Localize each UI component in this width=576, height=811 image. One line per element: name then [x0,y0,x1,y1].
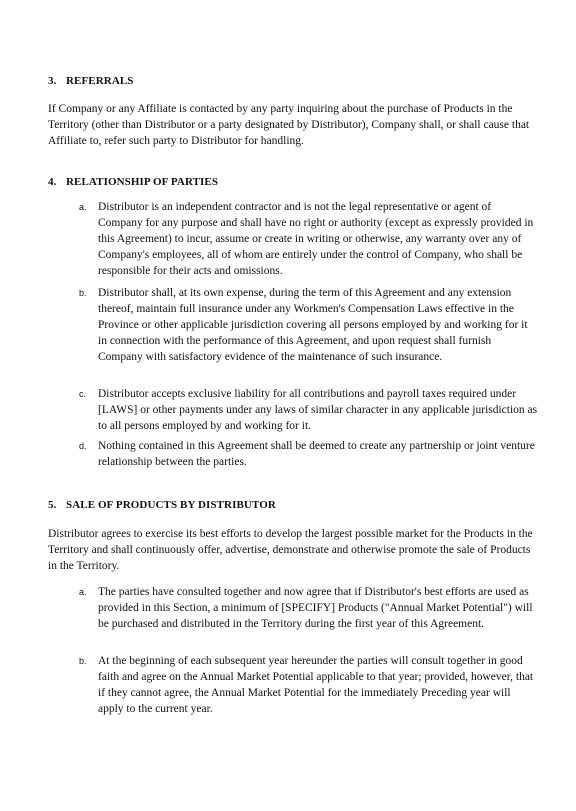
section-title: RELATIONSHIP OF PARTIES [66,176,219,188]
list-item-text: Distributor accepts exclusive liability for all contributions and payroll taxes required under [LAWS] or other payments under any laws of similar character in any applicable jurisdiction as to all persons employed by and working for it. [98,388,538,432]
list-marker: c. [79,389,87,399]
list-item [79,584,538,632]
list-item-text: At the beginning of each subsequent year hereunder the parties will consult together in good faith and agree on the Annual Market Potential applicable to that year; provided, however, that if they cannot agree, the Annual Market Potential for the immediately Preceding year will apply to the current year. [98,655,534,715]
section-5-heading [48,498,534,512]
section-number: 3. [48,75,57,87]
list-item-text: Distributor is an independent contractor and is not the legal representative or agent of Company for any purpose and shall have no right or authority (except as expressly provided in this Agreement) to incur, assume or create in writing or otherwise, any warranty over any of Company's employees, all of whom are entirely under the control of Company, who shall be responsible for their acts and omissions. [98,201,534,277]
list-item [79,386,538,434]
section-title: REFERRALS [66,75,134,87]
section-number: 5. [48,499,57,511]
list-item [79,285,538,365]
section-3-body: If Company or any Affiliate is contacted by any party inquiring about the purchase of Products in the Territory (other than Distributor or a party designated by Distributor), Company shall, or shall cause that Affiliate to, refer such party to Distributor for handling. [48,103,530,147]
section-4-heading [48,175,534,189]
list-marker: b. [79,288,87,298]
list-marker: b. [79,656,87,666]
list-marker: a. [79,202,87,212]
section-number: 4. [48,176,57,188]
list-item [79,438,538,470]
list-item-text: Nothing contained in this Agreement shall be deemed to create any partnership or joint venture relationship between the parties. [98,440,535,468]
list-item [79,653,538,717]
section-title: SALE OF PRODUCTS BY DISTRIBUTOR [66,499,276,511]
list-item-text: Distributor shall, at its own expense, during the term of this Agreement and any extension thereof, maintain full insurance under any Workmen's Compensation Laws effective in the Province or other applicable jurisdiction covering all persons employed by and working for it in connection with the performance of this Agreement, and upon request shall furnish Company with satisfactory evidence of the maintenance of such insurance. [98,287,528,363]
section-3-heading [48,74,534,88]
list-marker: d. [79,441,87,451]
list-marker: a. [79,587,87,597]
section-5-body: Distributor agrees to exercise its best efforts to develop the largest possible market for the Products in the Territory and shall continuously offer, advertise, demonstrate and otherwise promote the sale of Products in the Territory. [48,528,533,572]
list-item [79,199,538,279]
list-item-text: The parties have consulted together and now agree that if Distributor's best efforts are used as provided in this Section, a minimum of [SPECIFY] Products ("Annual Market Potential") will be purchased and distributed in the Territory during the first year of this Agreement. [98,586,533,630]
